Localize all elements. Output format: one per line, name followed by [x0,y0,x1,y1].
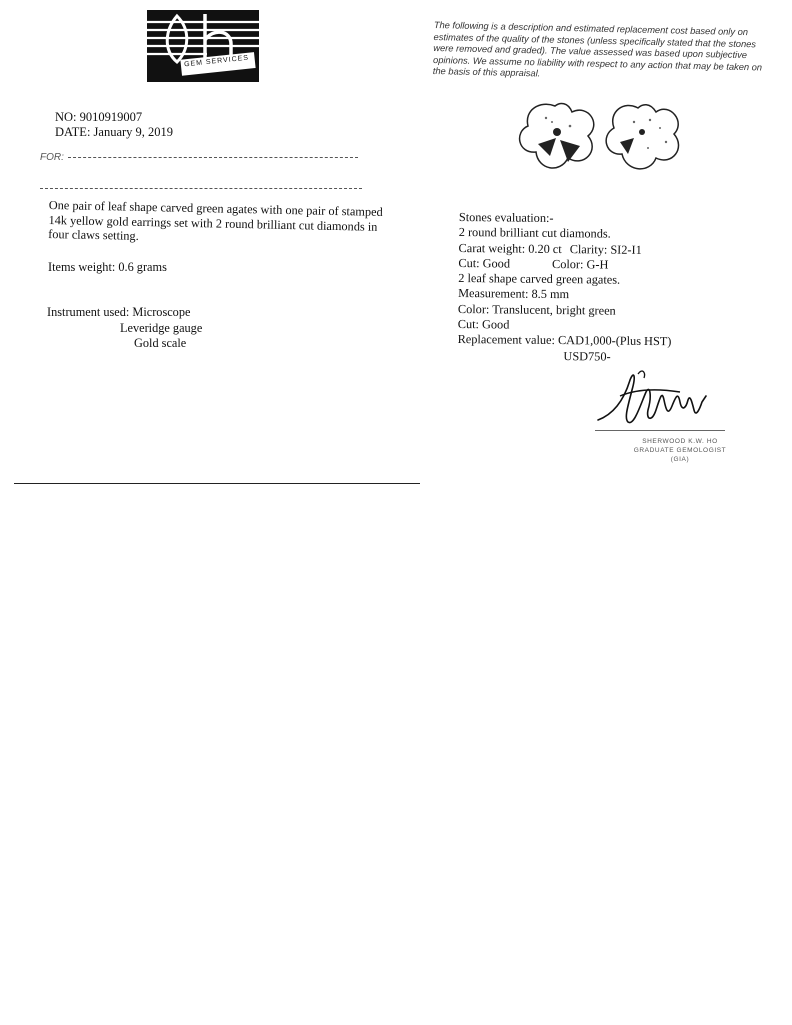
disclaimer-text: The following is a description and estimated replacement cost based only on estimates of the quality of the stones (unless specifically stated that the stones were removed and graded). The value assessed was based upon subjective opinions. We assume no liability with respect to any action that may be taken on the basis of this appraisal. [432,20,763,79]
appraisal-meta [55,110,173,140]
agate-cut: Cut: Good [457,317,510,332]
measurement: Measurement: 8.5 mm [458,286,570,302]
diamond-color: Color: G-H [551,256,609,272]
divider-dashed [40,188,362,189]
signature-line [595,430,725,431]
for-blank-line [68,157,358,158]
carat-weight: Carat weight: 0.20 ct [458,240,562,256]
appraiser-signature [594,366,729,432]
agates-line: 2 leaf shape carved green agates. [458,271,621,287]
appraiser-title: GRADUATE GEMOLOGIST [633,447,727,454]
bottom-rule [14,483,420,484]
evaluation-heading: Stones evaluation:- [458,210,554,225]
appraiser-name: SHERWOOD K.W. HO [642,438,718,445]
diamond-cut: Cut: Good [458,255,511,271]
instrument-item: Microscope [132,305,191,319]
appraiser-block [620,437,740,464]
replacement-value-usd: USD750- [563,348,611,364]
for-label: FOR: [40,152,64,163]
instrument-item: Gold scale [134,336,187,350]
for-field [40,152,370,163]
stones-evaluation [457,210,672,365]
logo-text: GEM SERVICES [183,54,250,69]
appraisal-number: NO: 9010919007 [55,110,143,124]
gem-services-logo [147,10,259,82]
clarity: Clarity: SI2-I1 [569,241,642,257]
agate-color: Color: Translucent, bright green [457,301,616,318]
items-weight: Items weight: 0.6 grams [48,260,167,274]
appraisal-date: DATE: January 9, 2019 [55,125,174,139]
diamonds-line: 2 round brilliant cut diamonds. [458,225,611,241]
instruments-list [47,305,202,352]
replacement-value: Replacement value: CAD1,000-(Plus HST) [457,332,672,349]
appraiser-org: (GIA) [670,456,690,463]
instruments-label: Instrument used: [47,305,130,319]
earrings-photo [510,98,695,178]
item-description: One pair of leaf shape carved green agates with one pair of stamped 14k yellow gold earrings set with 2 round brilliant cut diamonds in four claws setting. [48,198,383,244]
instrument-item: Leveridge gauge [120,320,203,335]
